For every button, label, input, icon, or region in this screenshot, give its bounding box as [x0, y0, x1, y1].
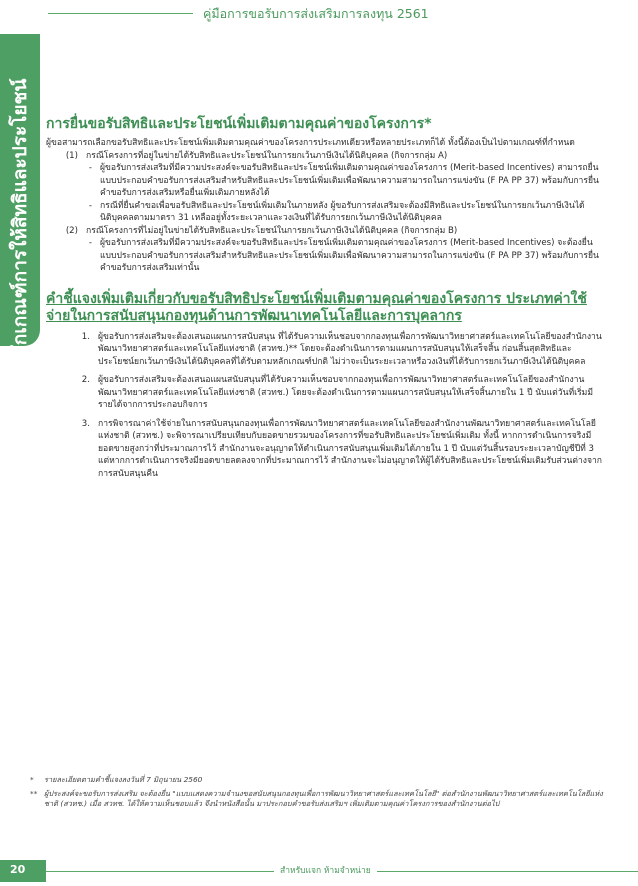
chapter-side-label: หลักเกณฑ์การให้สิทธิและประโยชน์ [9, 78, 31, 370]
list-marker: - [88, 238, 92, 248]
section-1-title: การยื่นขอรับสิทธิและประโยชน์เพิ่มเติมตามคุณค่าของโครงการ* [46, 116, 432, 132]
footnote-marker: ** [30, 788, 38, 798]
list-text: ผู้ขอรับการส่งเสริมที่มีความประสงค์จะขอรับสิทธิและประโยชน์เพิ่มเติมตามคุณค่าของโครงการ (Merit-based Incentives) จะต้องยื่นแบบประกอบคำขอรับการส่งเสริมสำหรับสิทธิและประโยชน์เพิ่มเติมเพื่อพัฒนาความสามารถในการแข่งขัน (F PA PP 37) พร้อมกับการยื่นคำขอรับการส่งเสริมเท่านั้น [100, 238, 599, 273]
footnotes [30, 775, 615, 810]
footnote [30, 775, 615, 786]
list-text: กรณีโครงการที่ไม่อยู่ในข่ายได้รับสิทธิและประโยชน์ในการยกเว้นภาษีเงินได้นิติบุคคล (กิจการกลุ่ม B) [86, 225, 458, 236]
list-text: กรณีที่ยื่นคำขอเพื่อขอรับสิทธิและประโยชน์เพิ่มเติมในภายหลัง ผู้ขอรับการส่งเสริมจะต้องมีสิทธิและประโยชน์ในการยกเว้นภาษีเงินได้นิติบุคคลตามมาตรา 31 เหลืออยู่ทั้งระยะเวลาและวงเงินที่ได้รับการยกเว้นภาษีเงินได้นิติบุคคล [100, 200, 585, 223]
section-2-title: คำชี้แจงเพิ่มเติมเกี่ยวกับขอรับสิทธิประโยชน์เพิ่มเติมตามคุณค่าของโครงการ ประเภทค่าใช้จ่ายในการสนับสนุนกองทุนด้านการพัฒนาเทคโนโลยีและการบุคลากร [46, 290, 587, 324]
footnote [30, 789, 615, 810]
list-marker: - [88, 200, 92, 211]
main-content [46, 116, 606, 480]
running-header [193, 4, 638, 24]
item-text: ผู้ขอรับการส่งเสริมจะต้องเสนอแผนการสนับสนุน ที่ได้รับความเห็นชอบจากกองทุนเพื่อการพัฒนาวิทยาศาสตร์และเทคโนโลยีของสำนักงานพัฒนาวิทยาศาสตร์และเทคโนโลยีแห่งชาติ (สวทช.)** โดยจะต้องดำเนินการตามแผนการสนับสนุนให้เสร็จสิ้น ก่อนสิ้นสุดสิทธิและประโยชน์ยกเว้นภาษีเงินได้นิติบุคคลที่ได้รับตามหลักเกณฑ์ปกติ ไม่ว่าจะเป็นระยะเวลาหรือวงเงินที่ได้รับการยกเว้นภาษีเงินได้นิติบุคคล [98, 331, 602, 367]
footer-note: สำหรับแจก ห้ามจำหน่าย [274, 863, 377, 879]
footnote-text: ผู้ประสงค์จะขอรับการส่งเสริม จะต้องยื่น "แบบแสดงความจำนงขอสนับสนุนกองทุนเพื่อการพัฒนาวิทยาศาสตร์และเทคโนโลยี" ต่อสำนักงานพัฒนาวิทยาศาสตร์และเทคโนโลยีแห่งชาติ (สวทช.) เมื่อ สวทช. ได้ให้ความเห็นชอบแล้ว จึงนำหนังสือนั้น มาประกอบคำขอรับส่งเสริมฯ เพิ่มเติมตามคุณค่าโครงการของสำนักงานต่อไป [44, 788, 603, 808]
page-number: 20 [10, 863, 26, 876]
item-number: 3. [81, 418, 90, 429]
numbered-item [46, 331, 606, 369]
item-text: การพิจารณาค่าใช้จ่ายในการสนับสนุนกองทุนเพื่อการพัฒนาวิทยาศาสตร์และเทคโนโลยีของสำนักงานพัฒนาวิทยาศาสตร์และเทคโนโลยีแห่งชาติ (สวทช.) จะพิจารณาเปรียบเทียบกับยอดขายรวมของโครงการที่ขอรับสิทธิและประโยชน์เพิ่มเติม ทั้งนี้ หากการดำเนินการจริงมียอดขายสูงกว่าที่ประมาณการไว้ สำนักงานจะอนุญาตให้ดำเนินการสนับสนุนเพิ่มเติมได้ภายใน 1 ปี นับแต่วันสิ้นรอบระยะเวลาบัญชีปีที่ 3 แต่หากการดำเนินการจริงมียอดขายลดลงจากที่ประมาณการไว้ สำนักงานจะไม่อนุญาตให้ผู้ได้รับสิทธิและประโยชน์เพิ่มเติมรับส่วนต่างจากการสนับสนุนคืน [98, 418, 603, 479]
section-1-intro: ผู้ขอสามารถเลือกขอรับสิทธิและประโยชน์เพิ่มเติมตามคุณค่าของโครงการประเภทเดียวหรือหลายประเภทก็ได้ ทั้งนี้ต้องเป็นไปตามเกณฑ์ที่กำหนด [46, 138, 575, 148]
running-header-title: คู่มือการขอรับการส่งเสริมการลงทุน 2561 [203, 6, 429, 21]
list-item [46, 150, 606, 163]
list-marker: (1) [65, 150, 78, 161]
numbered-item [46, 418, 606, 481]
list-marker: - [88, 163, 92, 173]
list-text: ผู้ขอรับการส่งเสริมที่มีความประสงค์จะขอรับสิทธิและประโยชน์เพิ่มเติมตามคุณค่าของโครงการ (Merit-based Incentives) สามารถยื่นแบบประกอบคำขอรับการส่งเสริมสำหรับสิทธิและประโยชน์เพิ่มเติมเพื่อพัฒนาความสามารถในการแข่งขัน (F PA PP 37) พร้อมกับการยื่นคำขอรับการส่งเสริมหรือยื่นเพิ่มเติมภายหลังได้ [100, 163, 599, 198]
list-item [46, 225, 606, 238]
list-item [46, 162, 606, 200]
item-number: 2. [81, 375, 90, 385]
list-text: กรณีโครงการที่อยู่ในข่ายได้รับสิทธิและประโยชน์ในการยกเว้นภาษีเงินได้นิติบุคคล (กิจการกลุ่ม A) [86, 150, 448, 161]
list-marker: (2) [65, 225, 78, 236]
list-item [46, 200, 606, 225]
chapter-side-tab [0, 34, 40, 370]
item-number: 1. [81, 331, 90, 342]
list-item [46, 237, 606, 275]
footnote-marker: * [30, 775, 34, 784]
item-text: ผู้ขอรับการส่งเสริมจะต้องเสนอแผนสนับสนุนที่ได้รับความเห็นชอบจากกองทุนเพื่อการพัฒนาวิทยาศาสตร์และเทคโนโลยีของสำนักงานพัฒนาวิทยาศาสตร์และเทคโนโลยีแห่งชาติ (สวทช.) โดยจะต้องดำเนินการตามแผนการสนับสนุนให้เสร็จสิ้นภายใน 1 ปี นับแต่วันที่เริ่มมีรายได้จากการประกอบกิจการ [98, 375, 594, 410]
footnote-text: รายละเอียดตามคำชี้แจงลงวันที่ 7 มิถุนายน 2560 [44, 775, 203, 784]
numbered-item [46, 374, 606, 412]
